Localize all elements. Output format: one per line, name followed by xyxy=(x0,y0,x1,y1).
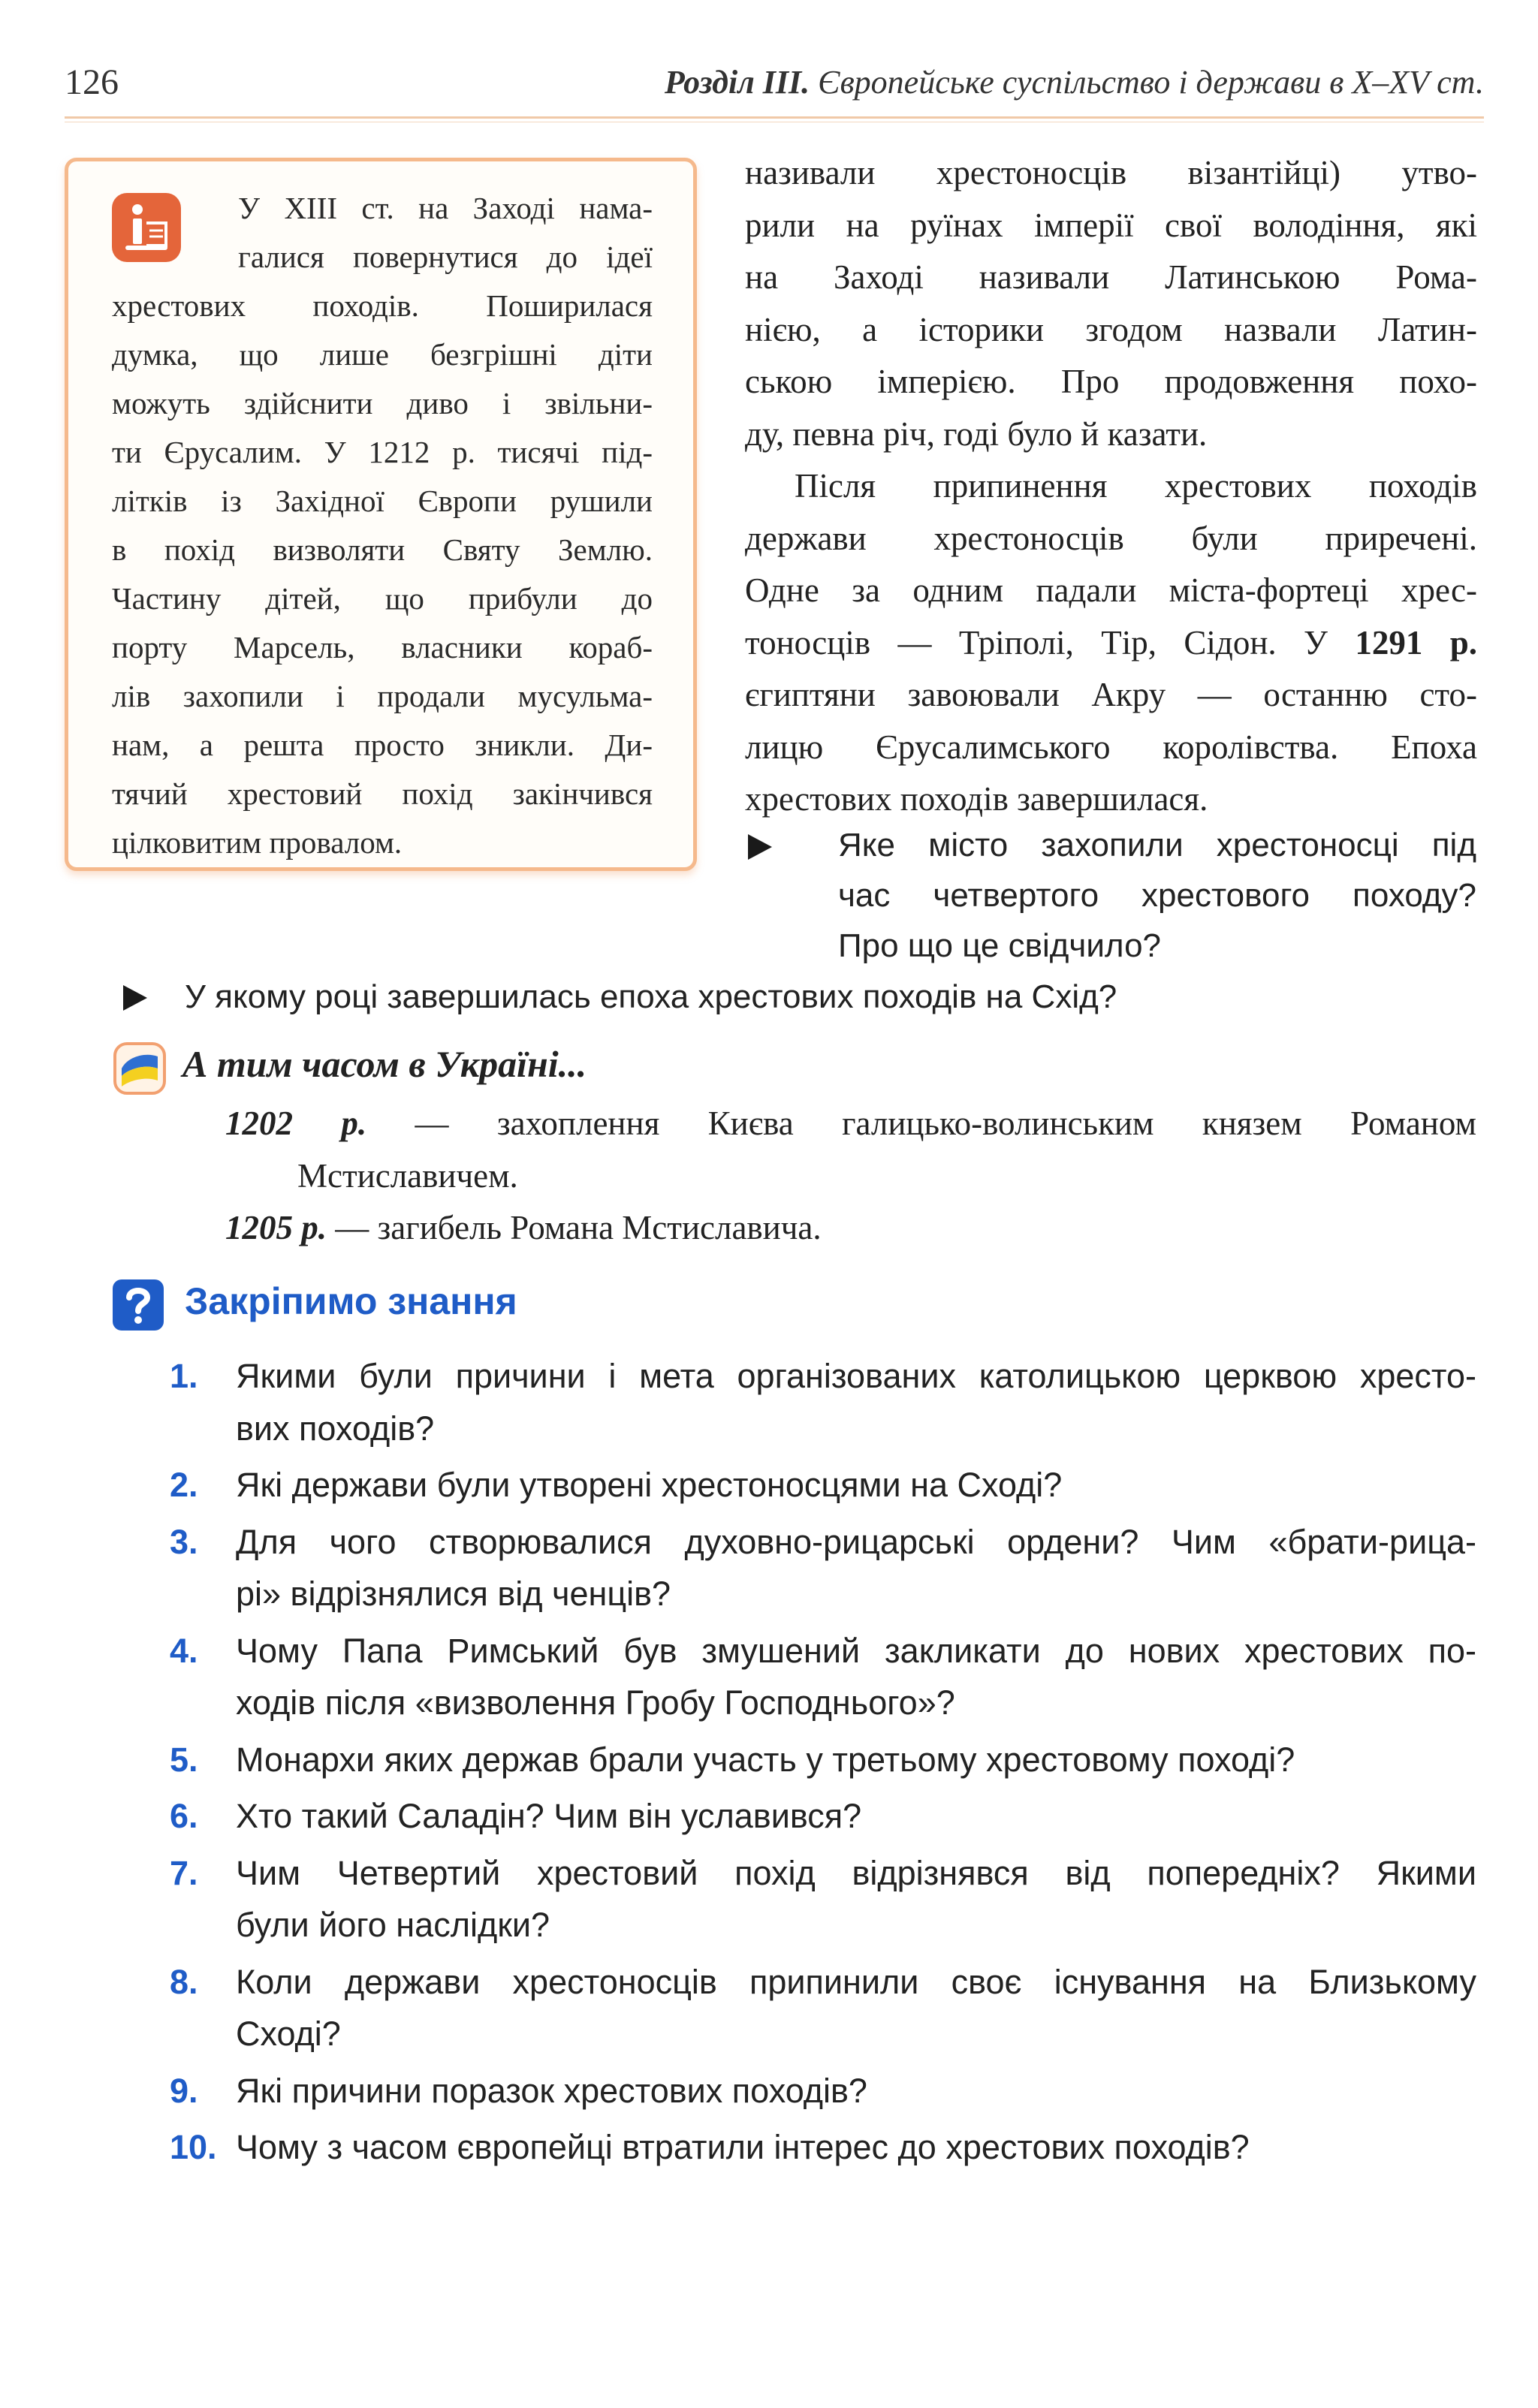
section-title: Європейське суспільство і держави в X–XV ст. xyxy=(818,64,1484,101)
ukraine-flag-icon xyxy=(113,1041,167,1096)
text-line: називали хрестоносців візантійці) утво- xyxy=(745,154,1477,191)
item-line: Які держави були утворені хрестоносцями на Сході? xyxy=(236,1466,1063,1504)
text-line: на Заході називали Латинською Рома- xyxy=(745,258,1477,296)
item-number: 9. xyxy=(170,2071,198,2110)
item-number: 4. xyxy=(170,1631,198,1670)
text-line: рили на руїнах імперії свої володіння, які xyxy=(745,206,1477,244)
info-line: цілковитим провалом. xyxy=(112,825,403,860)
list-item xyxy=(170,2121,1476,2174)
page-header xyxy=(65,59,1484,111)
text-line: єгиптяни завоювали Акру — останню сто- xyxy=(745,676,1477,713)
ukraine-events xyxy=(225,1098,1476,1255)
item-number: 6. xyxy=(170,1797,198,1835)
list-item xyxy=(170,1790,1476,1843)
info-line: нам, а решта просто зникли. Ди- xyxy=(112,728,653,762)
list-item xyxy=(170,1350,1476,1454)
info-line: літків із Західної Європи рушили xyxy=(112,484,653,518)
list-item xyxy=(170,1956,1476,2060)
text-line: держави хрестоносців були приречені. xyxy=(745,519,1477,557)
item-line: Якими були причини і мета організованих католицькою церквою хресто- xyxy=(236,1357,1476,1395)
text-line: хрестових походів завершилася. xyxy=(745,780,1208,818)
event-year: 1205 р. xyxy=(225,1209,327,1246)
event-line xyxy=(225,1202,1476,1255)
main-text xyxy=(745,147,1477,826)
triangle-bullet-icon xyxy=(123,985,147,1011)
header-rule xyxy=(65,116,1484,119)
question-inline-2: У якому році завершилась епоха хрестових походів на Схід? xyxy=(185,978,1117,1015)
info-line: У ХІІІ ст. на Заході нама- xyxy=(238,191,653,225)
item-line: Сході? xyxy=(236,2015,341,2053)
item-line: Для чого створювалися духовно-рицарські ордени? Чим «брати-рица- xyxy=(236,1522,1476,1561)
ukraine-section-title: А тим часом в Україні... xyxy=(182,1043,587,1085)
info-line: в похід визволяти Святу Землю. xyxy=(112,532,653,567)
item-line: вих походів? xyxy=(236,1409,435,1448)
info-line: Частину дітей, що прибули до xyxy=(112,581,653,616)
info-line: лів захопили і продали мусульма- xyxy=(112,679,653,713)
item-line: Коли держави хрестоносців припинили своє існування на Близькому xyxy=(236,1962,1476,2001)
list-item xyxy=(170,1847,1476,1951)
list-item xyxy=(170,1734,1476,1786)
text-line: Після припинення хрестових походів xyxy=(795,467,1477,505)
info-line: думка, що лише безгрішні діти xyxy=(112,337,653,372)
running-title xyxy=(665,63,1484,101)
text-line: лицю Єрусалимського королівства. Епоха xyxy=(745,728,1477,766)
event-line: Мстиславичем. xyxy=(297,1156,518,1195)
text-line: нією, а історики згодом назвали Латин- xyxy=(745,310,1477,348)
question-inline-1 xyxy=(838,820,1476,971)
info-line: галися повернутися до ідеї xyxy=(238,240,653,274)
section-label: Розділ ІІІ. xyxy=(664,64,810,101)
text-line: ською імперією. Про продовження похо- xyxy=(745,363,1477,400)
item-number: 3. xyxy=(170,1522,198,1561)
info-line: порту Марсель, власники кораб- xyxy=(112,630,653,665)
year-highlight: 1291 р. xyxy=(1355,623,1477,662)
item-line: Чим Четвертий хрестовий похід відрізнявся від попередніх? Якими xyxy=(236,1853,1476,1892)
list-item xyxy=(170,2065,1476,2117)
text-line: Одне за одним падали міста-фортеці хрес- xyxy=(745,571,1477,609)
info-line: хрестових походів. Поширилася xyxy=(112,288,653,323)
list-item xyxy=(170,1516,1476,1620)
text-line xyxy=(745,617,1477,670)
item-number: 1. xyxy=(170,1357,198,1395)
item-number: 8. xyxy=(170,1962,198,2001)
item-number: 2. xyxy=(170,1466,198,1504)
question-mark-icon xyxy=(113,1279,164,1331)
knowledge-questions xyxy=(170,1350,1476,2178)
event-text: — захоплення Києва галицько-волинським князем Романом xyxy=(366,1105,1476,1142)
event-line xyxy=(225,1098,1476,1150)
text-line: ду, певна річ, годі було й казати. xyxy=(745,414,1208,453)
event-year: 1202 р. xyxy=(225,1105,367,1142)
question-line: Про що це свідчило? xyxy=(838,927,1162,964)
text-fragment: тоносців — Тріполі, Тір, Сідон. У xyxy=(745,623,1356,662)
item-line: Які причини поразок хрестових походів? xyxy=(236,2071,867,2110)
item-line: ходів після «визволення Гробу Господнього»? xyxy=(236,1683,955,1722)
list-item xyxy=(170,1625,1476,1729)
item-line: Монархи яких держав брали участь у третьому хрестовому поході? xyxy=(236,1740,1295,1779)
info-box xyxy=(65,158,697,871)
item-line: рі» відрізнялися від ченців? xyxy=(236,1575,671,1613)
knowledge-section-title: Закріпимо знання xyxy=(185,1280,517,1322)
item-line: Хто такий Саладін? Чим він уславився? xyxy=(236,1797,862,1835)
item-line: були його наслідки? xyxy=(236,1906,550,1944)
question-line: Яке місто захопили хрестоносці під xyxy=(838,827,1476,863)
item-number: 10. xyxy=(170,2128,217,2166)
info-line: можуть здійснити диво і звільни- xyxy=(112,386,653,420)
page-number: 126 xyxy=(65,62,119,102)
item-number: 7. xyxy=(170,1853,198,1892)
info-line: ти Єрусалим. У 1212 р. тисячі під- xyxy=(112,435,653,469)
item-number: 5. xyxy=(170,1740,198,1779)
item-line: Чому з часом європейці втратили інтерес до хрестових походів? xyxy=(236,2128,1250,2166)
list-item xyxy=(170,1459,1476,1511)
info-line: тячий хрестовий похід закінчився xyxy=(112,776,653,811)
triangle-bullet-icon xyxy=(748,834,772,860)
question-line: час четвертого хрестового походу? xyxy=(838,877,1476,914)
event-text: — загибель Романа Мстиславича. xyxy=(327,1209,822,1246)
info-text xyxy=(112,184,653,867)
item-line: Чому Папа Римський був змушений закликати до нових хрестових по- xyxy=(236,1631,1476,1670)
